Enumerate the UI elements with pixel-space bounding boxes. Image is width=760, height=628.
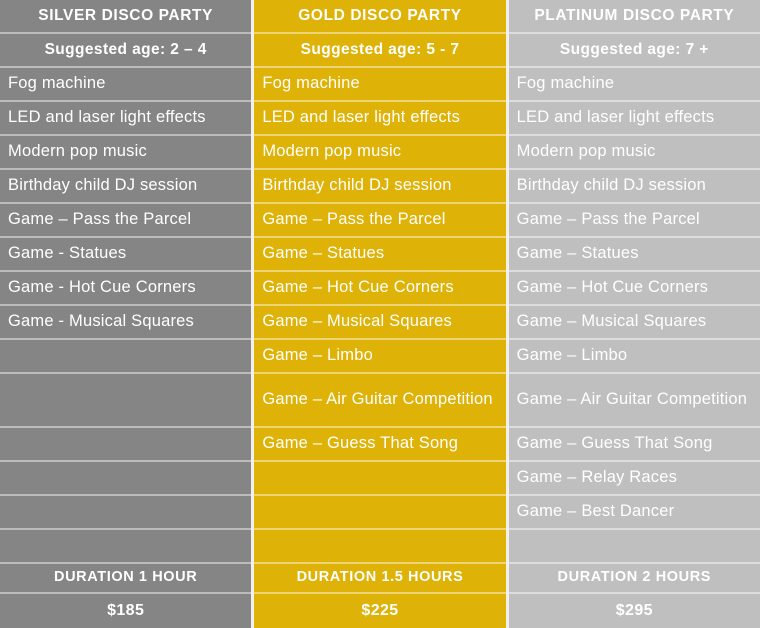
feature-cell: Fog machine (509, 68, 760, 102)
feature-cell (254, 530, 505, 564)
feature-cell: Game – Statues (509, 238, 760, 272)
feature-cell: Game – Pass the Parcel (254, 204, 505, 238)
feature-cell: Game – Musical Squares (254, 306, 505, 340)
column-platinum (506, 0, 760, 628)
column-gold (251, 0, 505, 628)
platinum-duration: DURATION 2 HOURS (509, 564, 760, 594)
feature-cell: LED and laser light effects (509, 102, 760, 136)
feature-cell (254, 462, 505, 496)
platinum-title: PLATINUM DISCO PARTY (509, 0, 760, 34)
feature-cell: Game – Best Dancer (509, 496, 760, 530)
feature-cell: Game - Statues (0, 238, 251, 272)
silver-age: Suggested age: 2 – 4 (0, 34, 251, 68)
feature-cell: Fog machine (0, 68, 251, 102)
feature-cell: Game – Pass the Parcel (509, 204, 760, 238)
feature-cell: Game – Statues (254, 238, 505, 272)
feature-cell: Game – Musical Squares (509, 306, 760, 340)
feature-cell: Game – Air Guitar Competition (254, 374, 505, 428)
feature-cell (0, 428, 251, 462)
feature-cell: Game – Pass the Parcel (0, 204, 251, 238)
feature-cell: LED and laser light effects (254, 102, 505, 136)
feature-cell: Game – Limbo (509, 340, 760, 374)
silver-price: $185 (107, 602, 145, 620)
feature-cell: Game – Guess That Song (254, 428, 505, 462)
column-silver (0, 0, 251, 628)
feature-cell (509, 530, 760, 564)
gold-price: $225 (361, 602, 399, 620)
feature-cell: Birthday child DJ session (0, 170, 251, 204)
feature-cell: Game – Hot Cue Corners (254, 272, 505, 306)
feature-cell (0, 496, 251, 530)
feature-cell (0, 340, 251, 374)
feature-cell: Game – Air Guitar Competition (509, 374, 760, 428)
feature-cell: Modern pop music (254, 136, 505, 170)
feature-cell: Game - Musical Squares (0, 306, 251, 340)
silver-duration: DURATION 1 HOUR (0, 564, 251, 594)
gold-duration: DURATION 1.5 HOURS (254, 564, 505, 594)
feature-cell: Modern pop music (0, 136, 251, 170)
feature-cell: Fog machine (254, 68, 505, 102)
gold-age: Suggested age: 5 - 7 (254, 34, 505, 68)
feature-cell: Game – Guess That Song (509, 428, 760, 462)
feature-cell: LED and laser light effects (0, 102, 251, 136)
platinum-age: Suggested age: 7 + (509, 34, 760, 68)
feature-cell: Game – Hot Cue Corners (509, 272, 760, 306)
feature-cell: Game – Relay Races (509, 462, 760, 496)
feature-cell: Modern pop music (509, 136, 760, 170)
feature-cell: Game – Limbo (254, 340, 505, 374)
platinum-price: $295 (615, 602, 653, 620)
feature-cell (0, 530, 251, 564)
feature-cell: Birthday child DJ session (509, 170, 760, 204)
gold-title: GOLD DISCO PARTY (254, 0, 505, 34)
feature-cell (0, 374, 251, 428)
feature-cell (0, 462, 251, 496)
feature-cell: Birthday child DJ session (254, 170, 505, 204)
silver-title: SILVER DISCO PARTY (0, 0, 251, 34)
feature-cell (254, 496, 505, 530)
feature-cell: Game - Hot Cue Corners (0, 272, 251, 306)
